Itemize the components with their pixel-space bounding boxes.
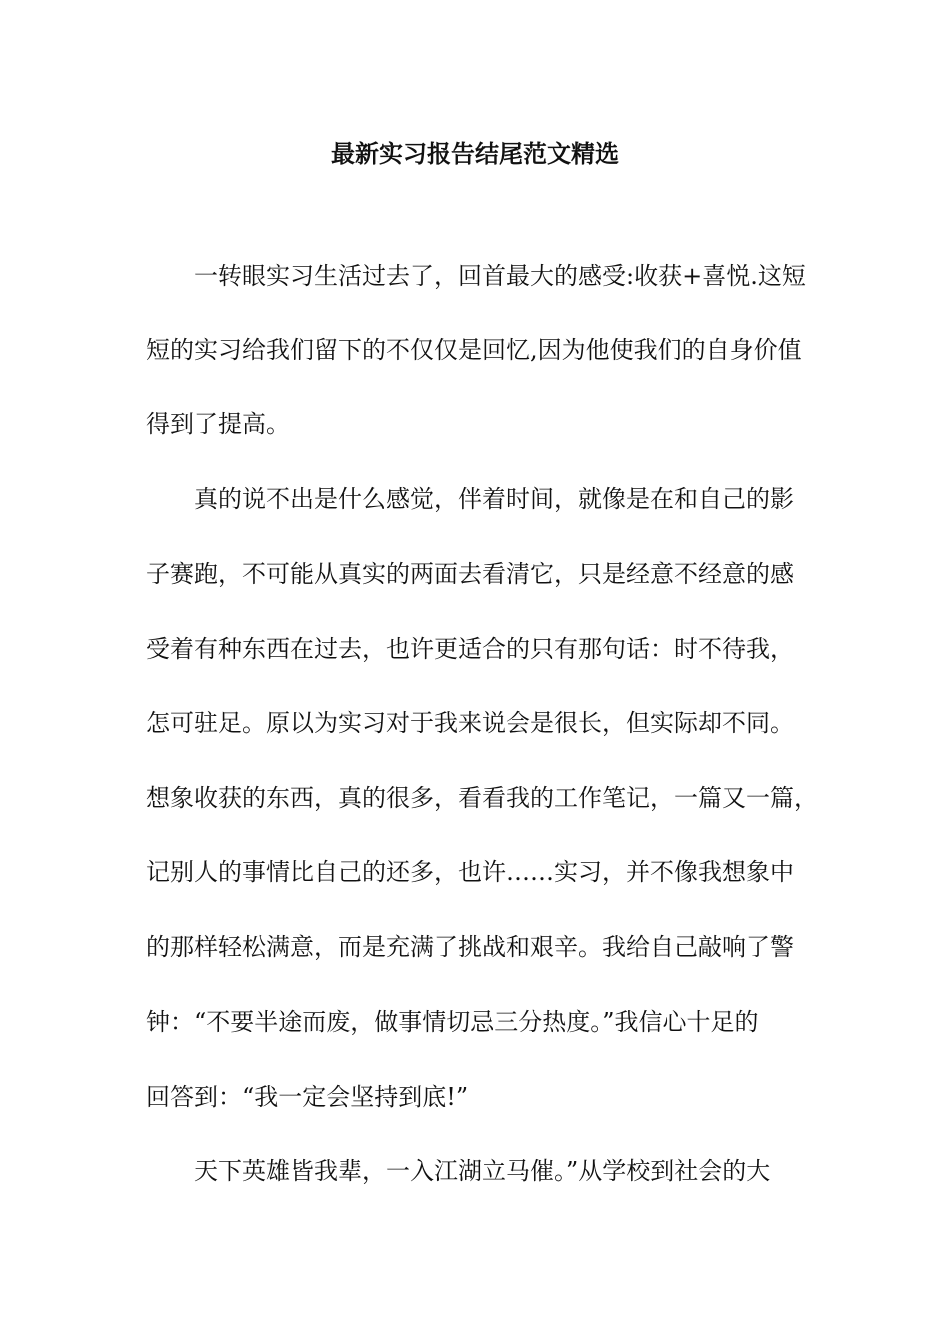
body-line-12: 回答到：“我一定会坚持到底!” xyxy=(146,1083,469,1111)
body-line-10: 的那样轻松满意，而是充满了挑战和艰辛。我给自己敲响了警 xyxy=(146,933,794,961)
body-line-7: 怎可驻足。原以为实习对于我来说会是很长，但实际却不同。 xyxy=(146,709,794,737)
body-line-5: 子赛跑，不可能从真实的两面去看清它，只是经意不经意的感 xyxy=(146,560,794,588)
body-line-6: 受着有种东西在过去，也许更适合的只有那句话：时不待我， xyxy=(146,635,794,663)
body-line-3: 得到了提高。 xyxy=(146,410,290,438)
body-line-2: 短的实习给我们留下的不仅仅是回忆,因为他使我们的自身价值 xyxy=(146,336,802,364)
body-line-11: 钟：“不要半途而废，做事情切忌三分热度。”我信心十足的 xyxy=(146,1008,759,1036)
document-title: 最新实习报告结尾范文精选 xyxy=(331,139,619,168)
body-line-9: 记别人的事情比自己的还多，也许……实习，并不像我想象中 xyxy=(146,858,794,886)
body-line-1: 一转眼实习生活过去了，回首最大的感受:收获+喜悦.这短 xyxy=(194,262,806,290)
body-line-8: 想象收获的东西，真的很多，看看我的工作笔记，一篇又一篇， xyxy=(146,784,818,812)
body-line-4: 真的说不出是什么感觉，伴着时间，就像是在和自己的影 xyxy=(194,485,794,513)
body-line-13: 天下英雄皆我辈，一入江湖立马催。”从学校到社会的大 xyxy=(194,1157,771,1185)
